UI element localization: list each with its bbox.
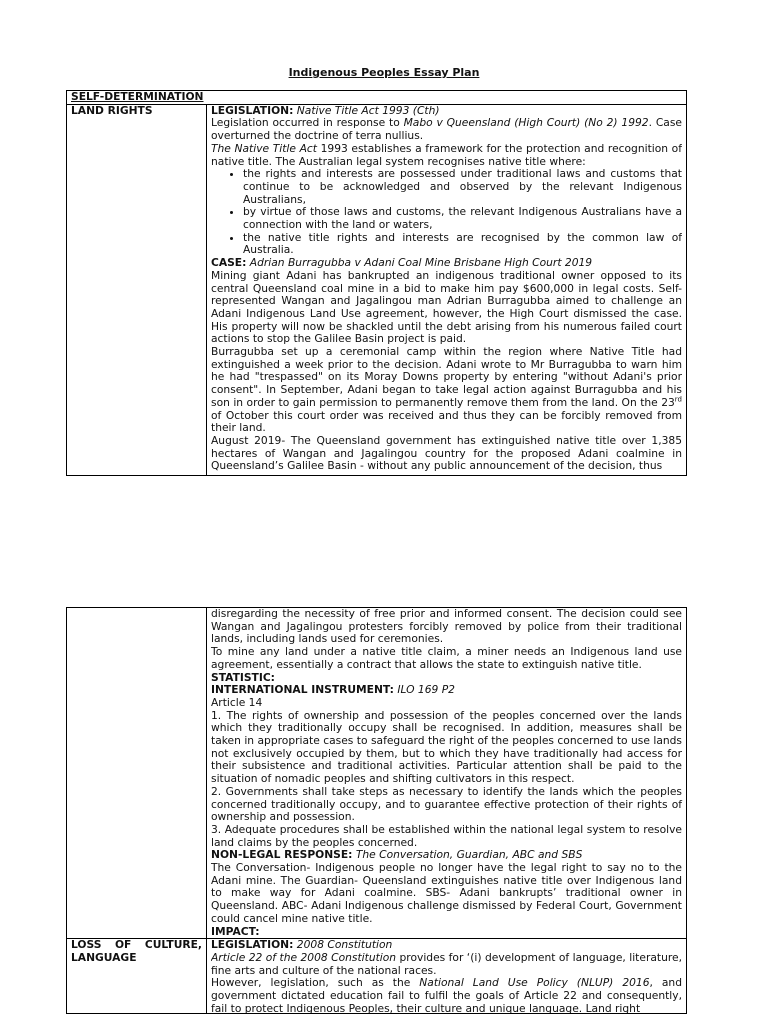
text-span: Legislation occurred in response to	[211, 116, 404, 130]
article-22-name: Article 22 of the 2008 Constitution	[211, 950, 397, 964]
case-heading: CASE:	[211, 256, 247, 270]
article-14: Article 14	[211, 695, 263, 709]
ilua-paragraph: To mine any land under a native title claim, a miner needs an Indigenous land use agreement, essentially a contract that allows the state to extinguish native title.	[211, 645, 682, 671]
nonlegal-heading: NON-LEGAL RESPONSE:	[211, 848, 353, 862]
legislation-heading: LEGISLATION:	[211, 104, 294, 117]
article-22-paragraph	[211, 952, 682, 977]
case-name: Adrian Burragubba v Adani Coal Mine Brisbane High Court 2019	[249, 256, 593, 270]
august-2019-paragraph: August 2019- The Queensland government has extinguished native title over 1,385 hectares of Wangan and Jagalingou country for the proposed Adani coalmine in Queensland’s Galilee Basin - without any public announcement of the decision, thus	[211, 433, 682, 473]
self-determination-heading: SELF-DETERMINATION	[67, 91, 687, 105]
text-span: . Case overturned the doctrine of terra nullius.	[211, 116, 682, 143]
mabo-case-name: Mabo v Queensland (High Court) (No 2) 1992	[403, 116, 649, 130]
act-name: The Native Title Act	[211, 141, 317, 155]
text-span: However, legislation, such as the	[211, 976, 420, 990]
nlup-paragraph	[211, 977, 682, 1013]
legislation-name: 2008 Constitution	[296, 939, 393, 952]
loss-of-culture-content	[207, 939, 687, 1014]
text-span: provides for ‘(i) development of language, literature, fine arts and culture of the national races.	[211, 950, 682, 977]
international-instrument-line	[211, 684, 682, 697]
list-item: • the native title rights and interests are recognised by the common law of Australia.	[243, 232, 682, 257]
media-paragraph: The Conversation- Indigenous people no longer have the legal right to say no to the Adani mine. The Guardian- Queensland extinguishes native title over Indigenous land to make way for Adani coalmine. SBS- Adani bankrupts’ traditional owner in Queensland. ABC- Adani Indigenous challenge dismissed by Federal Court, Government could cancel mine native title.	[211, 861, 682, 925]
statistic-heading: STATISTIC:	[211, 670, 275, 684]
land-rights-row	[67, 104, 687, 475]
superscript: rd	[674, 395, 682, 404]
land-rights-label: LAND RIGHTS	[67, 104, 207, 475]
loss-of-culture-label: LOSS OF CULTURE, LANGUAGE	[67, 939, 207, 1014]
loss-of-culture-row	[67, 939, 687, 1014]
text-span: Burragubba set up a ceremonial camp within the region where Native Title had extinguished a week prior to the decision. Adani wrote to Mr Burragubba to warn him he had "trespassed" on its Moray Downs property by entering "without Adani's prior consent". In September, Adani began to take legal action against Burragubba and his son in order to gain permission to permanently remove them from the land. On the 23	[211, 345, 682, 409]
case-line	[211, 257, 682, 270]
text-span: of October this court order was received and thus they can be forcibly removed from their land.	[211, 408, 682, 435]
land-rights-continued-content	[207, 608, 687, 939]
mabo-paragraph	[211, 117, 682, 142]
table-header-row	[67, 91, 687, 105]
nonlegal-name: The Conversation, Guardian, ABC and SBS	[355, 848, 583, 862]
list-item: • by virtue of those laws and customs, the relevant Indigenous Australians have a connection with the land or waters,	[243, 206, 682, 231]
essay-plan-table-part-1	[66, 90, 687, 476]
adani-paragraph: Mining giant Adani has bankrupted an indigenous traditional owner opposed to its central Queensland coal mine in a bid to make him pay $600,000 in legal costs. Self-represented Wangan and Jagalingou man Adrian Burragubba aimed to challenge an Adani Indigenous Land Use agreement, however, the High Court dismissed the case. His property will now be shackled until the debt arising from his numerous failed court actions to stop the Galilee Basin project is paid.	[211, 268, 682, 346]
impact-heading: IMPACT:	[211, 924, 260, 938]
document-title: Indigenous Peoples Essay Plan	[288, 66, 480, 79]
empty-label-cell	[67, 608, 207, 939]
article-14-item-2: 2. Governments shall take steps as necessary to identify the lands which the peoples concerned traditionally occupy, and to guarantee effective protection of their rights of ownership and possession.	[211, 784, 682, 824]
intl-heading: INTERNATIONAL INSTRUMENT:	[211, 683, 394, 697]
legislation-heading: LEGISLATION:	[211, 939, 294, 952]
nlup-name: National Land Use Policy (NLUP) 2016	[419, 976, 650, 990]
native-title-paragraph	[211, 143, 682, 168]
text-span: , and government dictated education fail to fulfil the goals of Article 22 and consequently, fail to protect Indigenous Peoples, their culture and unique language. Land right	[211, 976, 682, 1014]
intl-name: ILO 169 P2	[397, 683, 455, 697]
article-14-item-3: 3. Adequate procedures shall be established within the national legal system to resolve land claims by the peoples concerned.	[211, 822, 682, 849]
land-rights-content	[207, 104, 687, 475]
text-span: 1993 establishes a framework for the protection and recognition of native title. The Australian legal system recognises native title where:	[211, 141, 682, 168]
burragubba-paragraph	[211, 346, 682, 435]
essay-plan-table-part-2	[66, 607, 687, 1014]
legislation-name: Native Title Act 1993 (Cth)	[296, 104, 440, 117]
article-14-item-1: 1. The rights of ownership and possession of the peoples concerned over the lands which they traditionally occupy shall be recognised. In addition, measures shall be taken in appropriate cases to safeguard the right of the peoples concerned to use lands not exclusively occupied by them, but to which they have traditionally had access for their subsistence and traditional activities. Particular attention shall be paid to the situation of nomadic peoples and shifting cultivators in this respect.	[211, 708, 682, 786]
land-rights-continued-row	[67, 608, 687, 939]
list-item: • the rights and interests are possessed under traditional laws and customs that continue to be acknowledged and observed by the relevant Indigenous Australians,	[243, 168, 682, 206]
continued-paragraph: disregarding the necessity of free prior and informed consent. The decision could see Wangan and Jagalingou protesters forcibly removed by police from their traditional lands, including lands used for ceremonies.	[211, 607, 682, 646]
native-title-criteria-list	[211, 168, 682, 257]
